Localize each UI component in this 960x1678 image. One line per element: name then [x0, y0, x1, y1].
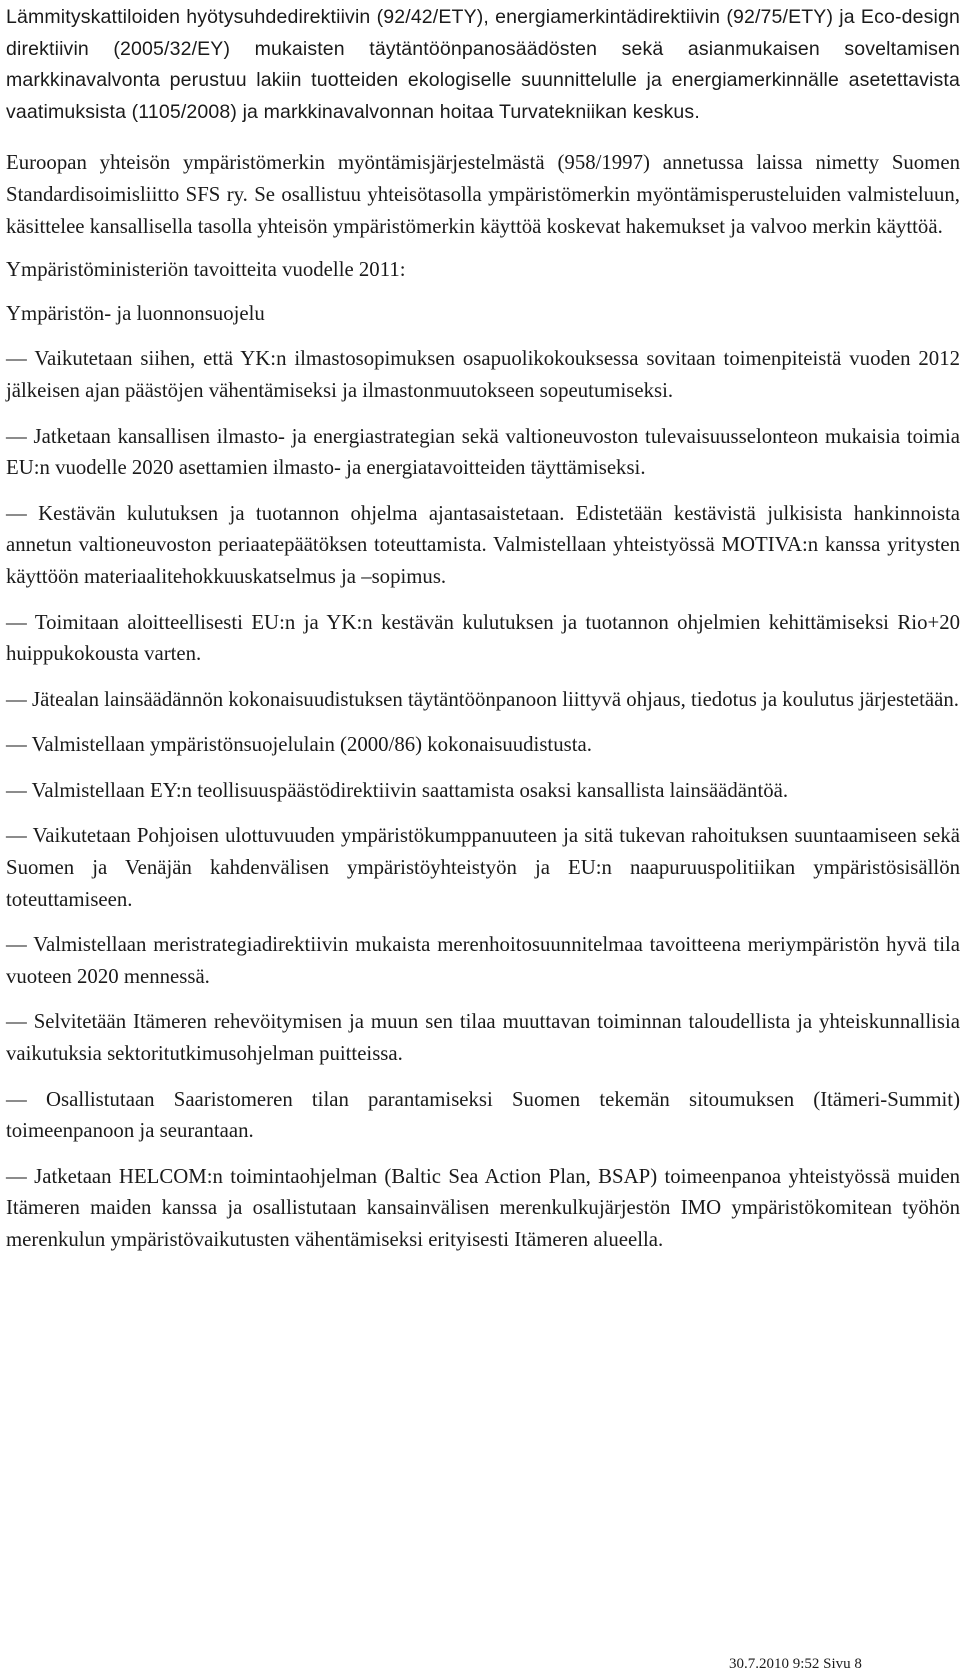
intro-paragraph: Lämmityskattiloiden hyötysuhdedirektiivin (92/42/ETY), energiamerkintädirektiivin (92/75/ETY) ja Eco-design direktiivin (2005/32/EY) mukaisten täytäntöönpanosäädösten sekä asianmukaisen soveltamisen markkinavalvonta perustuu lakiin tuotteiden ekologiselle suunnittelulle ja energiamerkinnälle asetettavista vaatimuksista (1105/2008) ja markkinavalvonnan hoitaa Turvatekniikan keskus.: [6, 6, 960, 123]
spacer: [6, 286, 960, 298]
goal-item: — Jätealan lainsäädännön kokonaisuudistuksen täytäntöönpanoon liittyvä ohjaus, tiedotus ja koulutus järjestetään.: [6, 687, 959, 711]
goal-item: — Vaikutetaan siihen, että YK:n ilmastosopimuksen osapuolikokouksessa sovitaan toimenpiteistä vuoden 2012 jälkeisen ajan päästöjen vähentämiseksi ja ilmastonmuutokseen sopeutumiseksi.: [6, 347, 960, 402]
spacer: [6, 670, 960, 684]
spacer: [6, 329, 960, 343]
goal-item: — Toimitaan aloitteellisesti EU:n ja YK:n kestävän kulutuksen ja tuotannon ohjelmien kehittämiseksi Rio+20 huippukokousta varten.: [6, 610, 960, 666]
spacer: [6, 806, 960, 820]
goal-item: — Vaikutetaan Pohjoisen ulottuvuuden ympäristökumppanuuteen ja sitä tukevan rahoituksen suuntaamiseen sekä Suomen ja Venäjän kahdenvälisen ympäristöyhteistyön ja EU:n naapuruuspolitiikan ympäristösisällön toteuttamiseen.: [6, 824, 960, 911]
spacer: [6, 1070, 960, 1084]
page-footer: 30.7.2010 9:52 Sivu 8: [729, 1656, 862, 1672]
goal-item: — Selvitetään Itämeren rehevöitymisen ja muun sen tilaa muuttavan toiminnan taloudellista ja yhteiskunnallisia vaikutuksia sektoritutkimusohjelman puitteissa.: [6, 1010, 960, 1066]
spacer: [6, 484, 960, 498]
spacer: [6, 761, 960, 775]
spacer: [6, 915, 960, 929]
document-body: [6, 2, 960, 1256]
goal-item: — Valmistellaan EY:n teollisuuspäästödirektiivin saattamista osaksi kansallista lainsäädäntöä.: [6, 778, 789, 802]
spacer: [6, 593, 960, 607]
goal-item: — Valmistellaan ympäristönsuojelulain (2000/86) kokonaisuudistusta.: [6, 733, 592, 757]
goals-heading: Ympäristöministeriön tavoitteita vuodelle 2011:: [6, 258, 406, 282]
goal-item: — Osallistutaan Saaristomeren tilan parantamiseksi Suomen tekemän sitoumuksen (Itämeri-Summit) toimeenpanoon ja seurantaan.: [6, 1087, 960, 1143]
goal-item: — Valmistellaan meristrategiadirektiivin mukaista merenhoitosuunnitelmaa tavoitteena meriympäristön hyvä tila vuoteen 2020 mennessä.: [6, 933, 960, 988]
spacer: [6, 992, 960, 1006]
goal-item: — Kestävän kulutuksen ja tuotannon ohjelma ajantasaistetaan. Edistetään kestävistä julkisista hankinnoista annetun valtioneuvoston periaatepäätöksen toteuttamista. Valmistellaan yhteistyössä MOTIVA:n kanssa yritysten käyttöön materiaalitehokkuuskatselmus ja –sopimus.: [6, 501, 960, 588]
goal-item: — Jatketaan kansallisen ilmasto- ja energiastrategian sekä valtioneuvoston tulevaisuusselonteon mukaisia toimia EU:n vuodelle 2020 asettamien ilmasto- ja energiatavoitteiden täyttämiseksi.: [6, 424, 960, 480]
goal-item: — Jatketaan HELCOM:n toimintaohjelman (Baltic Sea Action Plan, BSAP) toimeenpanoa yhteistyössä muiden Itämeren maiden kanssa ja osallistutaan kansainvälisen merenkulkujärjestön IMO ympäristökomitean työhön merenkulun ympäristövaikutusten vähentämiseksi erityisesti Itämeren alueella.: [6, 1164, 960, 1251]
spacer: [6, 128, 960, 147]
ecolabel-paragraph: Euroopan yhteisön ympäristömerkin myöntämisjärjestelmästä (958/1997) annetussa laissa nimetty Suomen Standardisoimisliitto SFS ry. Se osallistuu yhteisötasolla ympäristömerkin myöntämisperusteluiden valmisteluun, käsittelee kansallisella tasolla yhteisön ympäristömerkin käyttöä koskevat hakemukset ja valvoo merkin käyttöä.: [6, 151, 960, 238]
spacer: [6, 242, 960, 254]
section-heading: Ympäristön- ja luonnonsuojelu: [6, 301, 265, 325]
spacer: [6, 715, 960, 729]
spacer: [6, 1147, 960, 1161]
spacer: [6, 407, 960, 421]
